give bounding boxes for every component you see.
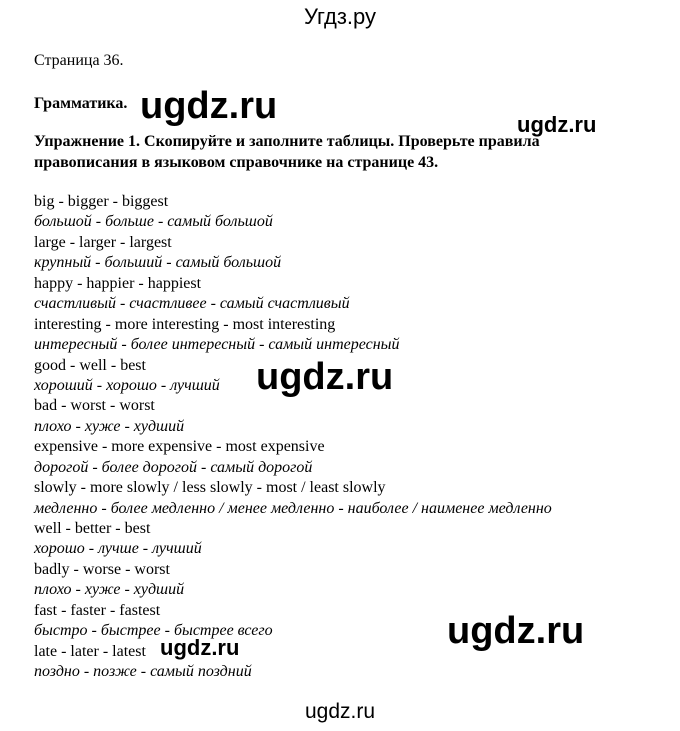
section-title: Грамматика.: [34, 95, 128, 112]
site-header: Угдз.ру: [303, 4, 377, 29]
watermark: ugdz.ru: [140, 85, 278, 127]
word-forms-line: expensive - more expensive - most expensive: [34, 438, 325, 456]
translation-line: крупный - больший - самый большой: [34, 254, 282, 272]
word-forms-line: slowly - more slowly / less slowly - most / least slowly: [34, 479, 386, 497]
word-forms-line: large - larger - largest: [34, 233, 172, 251]
word-forms-line: interesting - more interesting - most interesting: [34, 315, 336, 333]
word-forms-line: good - well - best: [34, 356, 146, 374]
word-forms-line: bad - worst - worst: [34, 397, 155, 415]
translation-line: плохо - хуже - худший: [34, 417, 185, 435]
word-forms-line: badly - worse - worst: [34, 560, 170, 578]
page-label: Страница 36.: [34, 52, 124, 69]
translation-line: плохо - хуже - худший: [34, 581, 185, 599]
translation-line: интересный - более интересный - самый интересный: [34, 336, 400, 354]
word-forms-line: late - later - latest: [34, 642, 146, 660]
word-list: [34, 192, 552, 683]
word-forms-line: fast - faster - fastest: [34, 601, 161, 619]
word-forms-line: big - bigger - biggest: [34, 193, 169, 210]
translation-line: поздно - позже - самый поздний: [34, 663, 252, 681]
watermark: ugdz.ru: [256, 356, 394, 398]
exercise-instructions: [34, 131, 540, 173]
translation-line: быстро - быстрее - быстрее всего: [34, 622, 273, 640]
translation-line: счастливый - счастливее - самый счастливый: [34, 295, 350, 313]
translation-line: медленно - более медленно / менее медленно - наиболее / наименее медленно: [34, 499, 552, 517]
translation-line: хорошо - лучше - лучший: [34, 540, 202, 558]
translation-line: дорогой - более дорогой - самый дорогой: [34, 458, 313, 476]
watermark: ugdz.ru: [447, 610, 585, 652]
watermark: ugdz.ru: [517, 112, 597, 137]
watermark: ugdz.ru: [160, 635, 240, 660]
translation-line: большой - больше - самый большой: [34, 213, 273, 231]
site-footer: ugdz.ru: [304, 700, 376, 723]
word-forms-line: happy - happier - happiest: [34, 274, 202, 292]
exercise-line-2: правописания в языковом справочнике на странице 43.: [34, 154, 439, 171]
word-forms-line: well - better - best: [34, 520, 151, 537]
translation-line: хороший - хорошо - лучший: [34, 376, 220, 394]
exercise-line-1: Упражнение 1. Скопируйте и заполните таблицы. Проверьте правила: [34, 133, 540, 150]
